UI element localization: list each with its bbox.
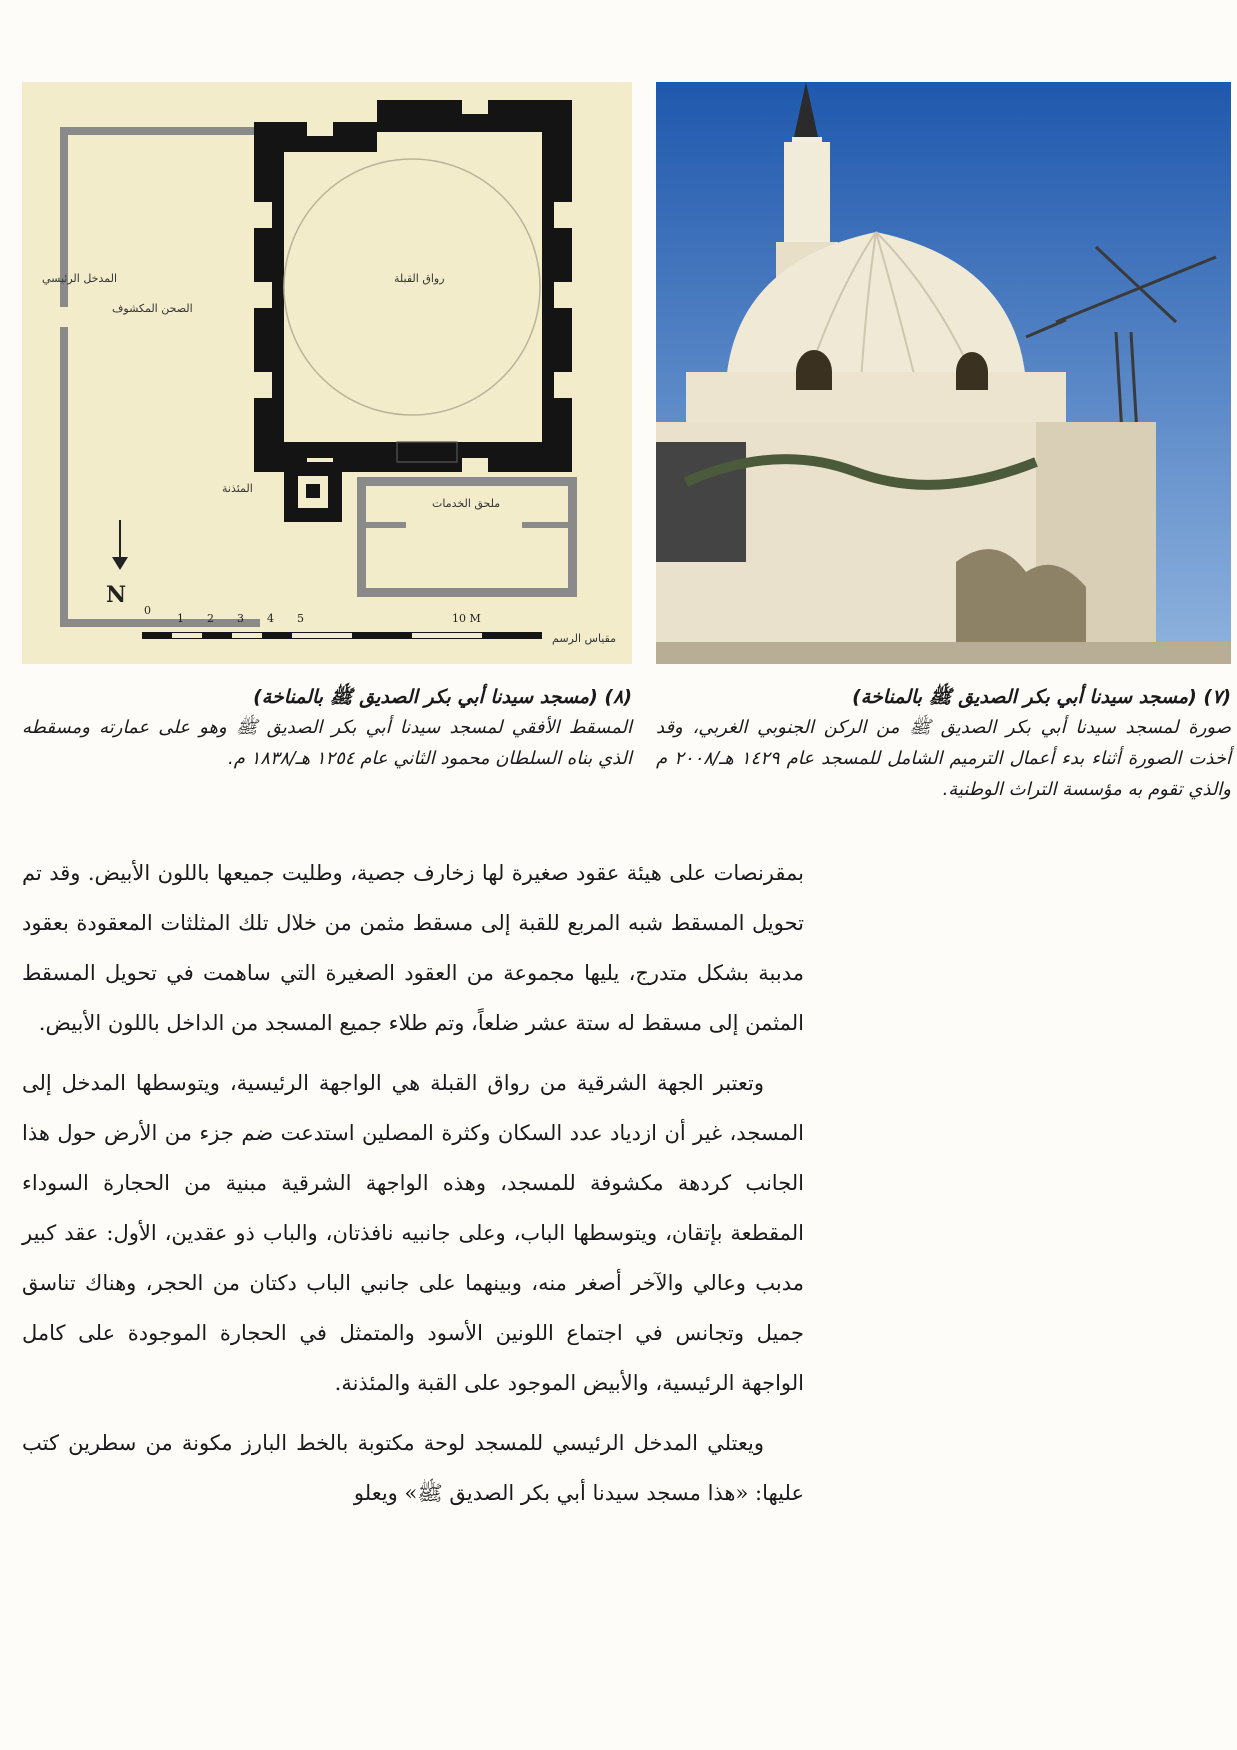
- paragraph-1: بمقرنصات على هيئة عقود صغيرة لها زخارف جصية، وطليت جميعها باللون الأبيض. وقد تم تحويل المسقط شبه المربع للقبة إلى مسقط مثمن من خلال تلك المثلثات المعقودة بعقود مدببة بشكل متدرج، يليها مجموعة من العقود الصغيرة التي ساهمت في تحويل المسقط المثمن إلى مسقط له ستة عشر ضلعاً، وتم طلاء جميع المسجد من الداخل باللون الأبيض.: [22, 861, 804, 1035]
- scale-bar: [142, 632, 542, 639]
- caption-8-title: (٨) (مسجد سيدنا أبي بكر الصديق ﷺ بالمناخة): [253, 686, 632, 708]
- scale-num-3: 3: [237, 612, 244, 625]
- prayer-hall-walls: [254, 100, 572, 472]
- caption-7-body: صورة لمسجد سيدنا أبي بكر الصديق ﷺ من الركن الجنوبي الغربي، وقد أخذت الصورة أثناء بدء أعمال الترميم الشامل للمسجد عام ١٤٢٩ هـ/٢٠٠٨ م والذي تقوم به مؤسسة التراث الوطنية.: [656, 717, 1231, 800]
- scale-num-0: 0: [144, 604, 151, 617]
- north-arrow: [112, 520, 128, 570]
- mosque-photo: [656, 82, 1231, 664]
- paragraph-3: ويعتلي المدخل الرئيسي للمسجد لوحة مكتوبة بالخط البارز مكونة من سطرين كتب عليها: «هذا مسجد سيدنا أبي بكر الصديق ﷺ» ويعلو: [22, 1431, 804, 1505]
- courtyard-walls: [60, 127, 260, 627]
- caption-8-body: المسقط الأفقي لمسجد سيدنا أبي بكر الصديق ﷺ وهو على عمارته ومسقطه الذي بناه السلطان محمود الثاني عام ١٢٥٤ هـ/١٨٣٨ م.: [22, 717, 632, 769]
- scale-num-10m: 10 M: [452, 612, 481, 625]
- label-main-entrance: المدخل الرئيسي: [42, 272, 118, 285]
- label-open-courtyard: الصحن المكشوف: [112, 302, 193, 315]
- mosque-photo-illustration: [656, 82, 1231, 664]
- paragraph-2: وتعتبر الجهة الشرقية من رواق القبلة هي الواجهة الرئيسية، ويتوسطها المدخل إلى المسجد، غير أن ازدياد عدد السكان وكثرة المصلين استدعت ضم جزء من الأرض حول هذا الجانب كردهة مكشوفة للمسجد، وهذه الواجهة الشرقية مبنية من الحجارة السوداء المقطعة بإتقان، ويتوسطها الباب، وعلى جانبيه نافذتان، والباب ذو عقدين، الأول: عقد كبير مدبب وعالي والآخر أصغر منه، وبينهما على جانبي الباب دكتان من الحجر، وهناك تناسق جميل وتجانس في اجتماع اللونين الأسود والمتمثل في الحجارة الموجودة على كامل الواجهة الرئيسية، والأبيض الموجود على القبة والمئذنة.: [22, 1071, 804, 1395]
- body-text: [22, 848, 804, 1528]
- scale-num-2: 2: [207, 612, 214, 625]
- scale-num-5: 5: [297, 612, 304, 625]
- scale-label: مقياس الرسم: [552, 632, 617, 645]
- floor-plan-figure: [22, 82, 632, 664]
- scale-num-4: 4: [267, 612, 274, 625]
- dome-outline: [284, 159, 540, 415]
- label-minaret: المئذنة: [222, 482, 253, 495]
- caption-7-title: (٧) (مسجد سيدنا أبي بكر الصديق ﷺ بالمناخة): [852, 686, 1231, 708]
- label-services-annex: ملحق الخدمات: [432, 497, 501, 510]
- ground: [656, 642, 1231, 664]
- label-qibla-riwaq: رواق القبلة: [394, 272, 445, 285]
- services-annex: [357, 477, 577, 597]
- side-shed: [656, 442, 746, 562]
- caption-figure-8: [22, 682, 632, 774]
- caption-figure-7: [656, 682, 1231, 805]
- minaret-block: [284, 462, 342, 522]
- north-letter: N: [106, 582, 127, 608]
- floor-plan-drawing: [22, 82, 632, 664]
- scale-num-1: 1: [177, 612, 184, 625]
